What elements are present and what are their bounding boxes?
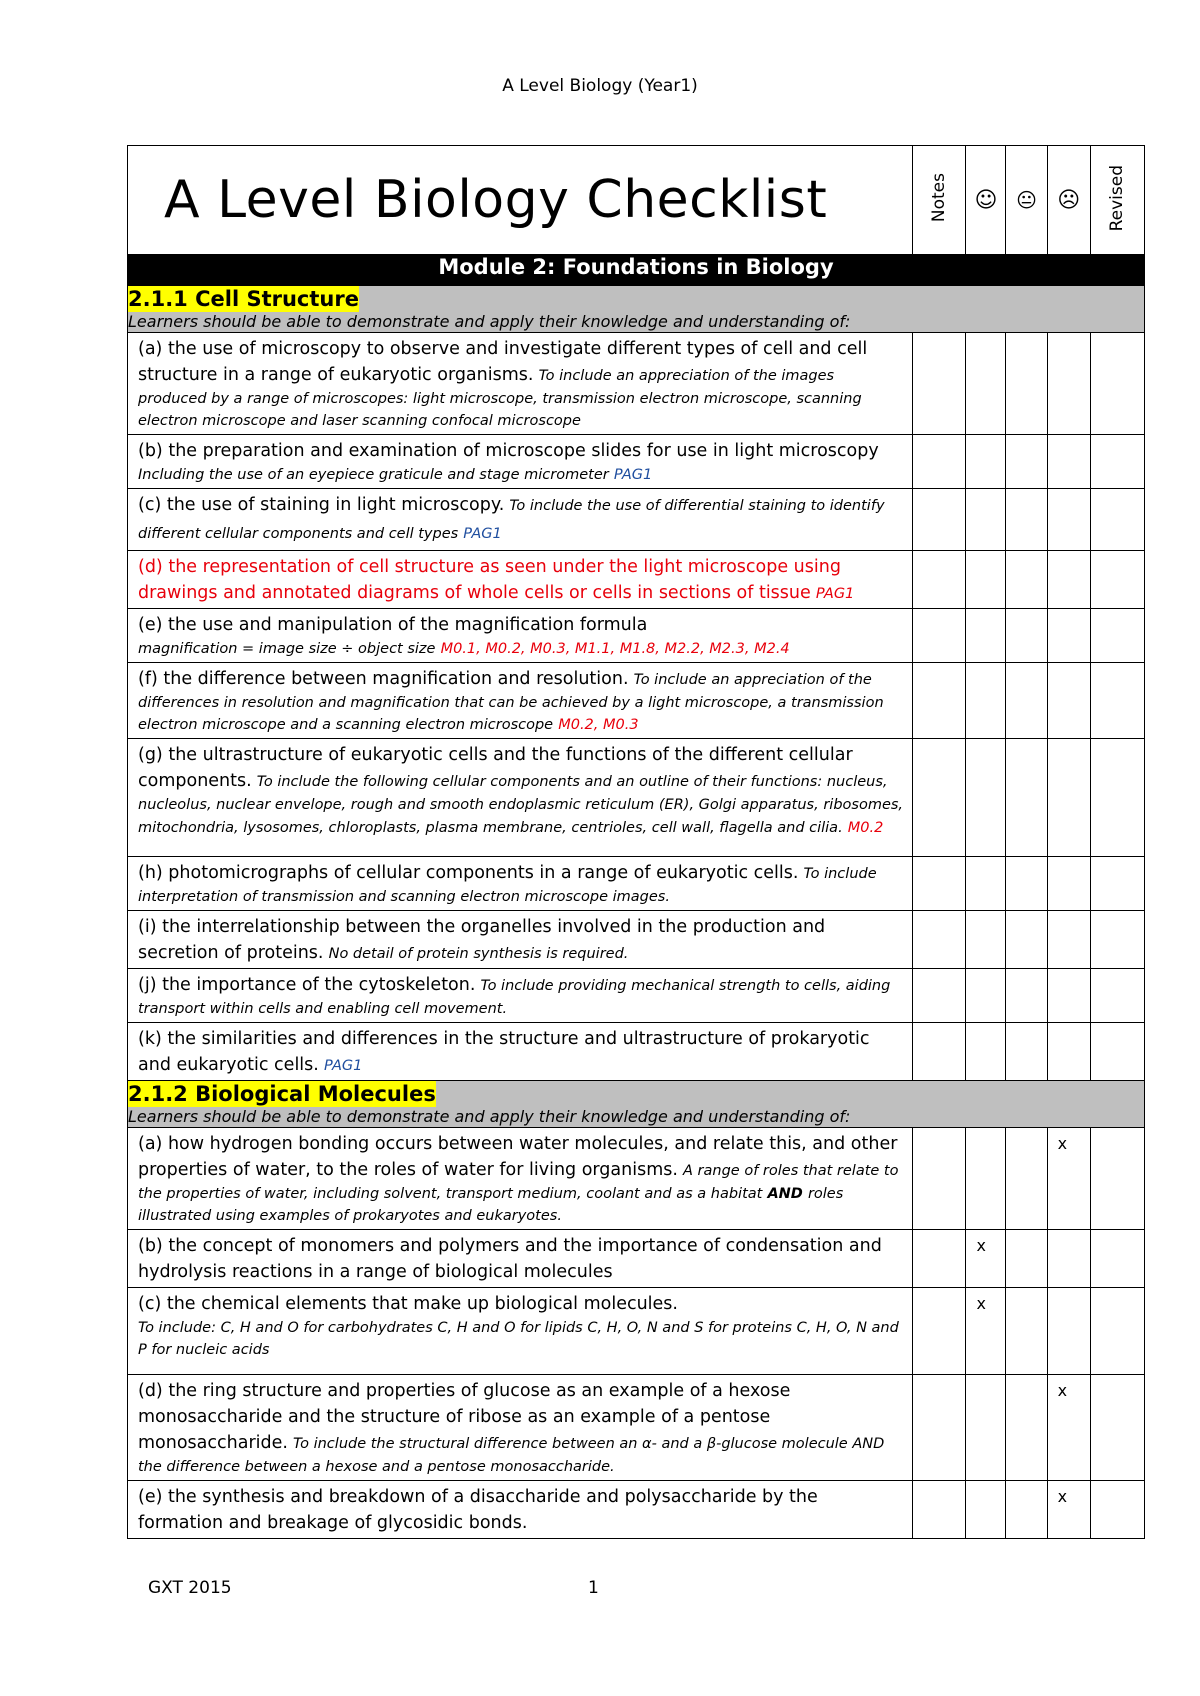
sad-cell[interactable] <box>1047 609 1090 663</box>
checklist-row <box>128 609 1145 663</box>
neutral-cell[interactable] <box>1006 1375 1047 1481</box>
neutral-cell[interactable] <box>1006 1128 1047 1230</box>
happy-cell[interactable] <box>966 911 1006 969</box>
happy-face-icon: ☺ <box>966 146 1006 255</box>
happy-cell[interactable] <box>966 333 1006 435</box>
sad-cell[interactable] <box>1047 739 1090 857</box>
notes-cell[interactable] <box>913 333 966 435</box>
item-text: (d) the representation of cell structure as seen under the light microscope using drawings and annotated diagrams of whole cells or cells in sections of tissue <box>138 557 841 603</box>
revised-cell[interactable] <box>1090 911 1144 969</box>
notes-cell[interactable] <box>913 911 966 969</box>
item-text: (g) the ultrastructure of eukaryotic cells and the functions of the different cellular components. <box>138 745 853 791</box>
item-note: roles illustrated using examples of prokaryotes and eukaryotes. <box>138 1186 844 1224</box>
revised-cell[interactable] <box>1090 1288 1144 1375</box>
checklist-row <box>128 1023 1145 1081</box>
section-header-row <box>128 286 1145 333</box>
page-header: A Level Biology (Year1) <box>502 76 698 96</box>
checklist-row <box>128 739 1145 857</box>
notes-cell[interactable] <box>913 435 966 489</box>
item-text: (i) the interrelationship between the organelles involved in the production and secretion of proteins. <box>138 917 826 963</box>
item-note: To include: C, H and O for carbohydrates C, H and O for lipids C, H, O, N and S for proteins C, H, O, N and P for nucleic acids <box>138 1320 899 1358</box>
revised-cell[interactable] <box>1090 663 1144 739</box>
sad-cell[interactable] <box>1047 857 1090 911</box>
revised-cell[interactable] <box>1090 1481 1144 1539</box>
checklist-row <box>128 489 1145 551</box>
neutral-cell[interactable] <box>1006 551 1047 609</box>
happy-cell[interactable] <box>966 1023 1006 1081</box>
revised-cell[interactable] <box>1090 1375 1144 1481</box>
happy-cell[interactable] <box>966 609 1006 663</box>
checklist-table <box>127 145 1145 1539</box>
happy-cell[interactable]: x <box>966 1230 1006 1288</box>
title-cell <box>128 146 913 255</box>
section-title: 2.1.1 Cell Structure <box>128 287 359 311</box>
happy-cell[interactable] <box>966 663 1006 739</box>
sad-cell[interactable] <box>1047 333 1090 435</box>
item-tag: M0.2, M0.3 <box>558 717 639 733</box>
item-tag: PAG1 <box>463 526 502 542</box>
happy-cell[interactable] <box>966 739 1006 857</box>
notes-cell[interactable] <box>913 663 966 739</box>
neutral-cell[interactable] <box>1006 333 1047 435</box>
sad-cell[interactable] <box>1047 663 1090 739</box>
item-note: To include interpretation of transmission and scanning electron microscope images. <box>138 866 877 905</box>
revised-cell[interactable] <box>1090 739 1144 857</box>
checklist-row <box>128 663 1145 739</box>
notes-cell[interactable] <box>913 1288 966 1375</box>
revised-column-header: Revised <box>1090 146 1144 255</box>
checklist-row <box>128 1375 1145 1481</box>
neutral-cell[interactable] <box>1006 1230 1047 1288</box>
neutral-cell[interactable] <box>1006 857 1047 911</box>
item-note: To include the structural difference between an α- and a β-glucose molecule AND the difference between a hexose and a pentose monosaccharide. <box>138 1436 885 1475</box>
sad-face-icon: ☹ <box>1047 146 1090 255</box>
item-note: To include the use of differential staining to identify different cellular components and cell types <box>138 498 885 542</box>
sad-cell[interactable] <box>1047 435 1090 489</box>
checklist-row <box>128 1481 1145 1539</box>
sad-cell[interactable]: x <box>1047 1481 1090 1539</box>
checklist-row <box>128 1288 1145 1375</box>
sad-cell[interactable]: x <box>1047 1375 1090 1481</box>
checklist-row <box>128 857 1145 911</box>
notes-cell[interactable] <box>913 1023 966 1081</box>
sad-cell[interactable] <box>1047 489 1090 551</box>
item-note-emphasis: AND <box>767 1186 803 1202</box>
item-tag: PAG1 <box>323 1058 363 1074</box>
checklist-row <box>128 333 1145 435</box>
item-text: (k) the similarities and differences in the structure and ultrastructure of prokaryotic and eukaryotic cells. <box>138 1029 870 1075</box>
item-note: To include an appreciation of the images produced by a range of microscopes: light microscope, transmission electron microscope, scanning electron microscope and laser scanning confocal microscope <box>138 368 862 429</box>
happy-cell[interactable] <box>966 489 1006 551</box>
notes-cell[interactable] <box>913 1375 966 1481</box>
item-note: magnification = image size ÷ object size <box>138 641 436 657</box>
happy-cell[interactable] <box>966 1375 1006 1481</box>
happy-cell[interactable] <box>966 435 1006 489</box>
sad-cell[interactable] <box>1047 1230 1090 1288</box>
item-text: (b) the preparation and examination of microscope slides for use in light microscopy <box>138 441 879 461</box>
item-note: Including the use of an eyepiece graticule and stage micrometer <box>138 467 609 483</box>
checklist-row <box>128 969 1145 1023</box>
item-tag: PAG1 <box>613 467 653 483</box>
neutral-cell[interactable] <box>1006 609 1047 663</box>
notes-cell[interactable] <box>913 857 966 911</box>
neutral-cell[interactable] <box>1006 1288 1047 1375</box>
item-tag: M0.2 <box>847 820 884 836</box>
revised-cell[interactable] <box>1090 1023 1144 1081</box>
happy-cell[interactable] <box>966 1481 1006 1539</box>
section-subtitle: Learners should be able to demonstrate and apply their knowledge and understanding of: <box>128 312 851 331</box>
neutral-cell[interactable] <box>1006 1023 1047 1081</box>
notes-cell[interactable] <box>913 551 966 609</box>
revised-cell[interactable] <box>1090 551 1144 609</box>
happy-cell[interactable] <box>966 857 1006 911</box>
module-title: Module 2: Foundations in Biology <box>128 255 1145 286</box>
happy-cell[interactable]: x <box>966 1288 1006 1375</box>
item-text: (a) the use of microscopy to observe and investigate different types of cell and cell structure in a range of eukaryotic organisms. <box>138 339 868 385</box>
sad-cell[interactable] <box>1047 1023 1090 1081</box>
section-subtitle: Learners should be able to demonstrate and apply their knowledge and understanding of: <box>128 1107 851 1126</box>
revised-cell[interactable] <box>1090 1128 1144 1230</box>
notes-cell[interactable] <box>913 1230 966 1288</box>
revised-cell[interactable] <box>1090 609 1144 663</box>
item-text: (e) the use and manipulation of the magnification formula <box>138 615 648 635</box>
footer-left: GXT 2015 <box>148 1578 232 1598</box>
neutral-cell[interactable] <box>1006 1481 1047 1539</box>
item-note: To include providing mechanical strength to cells, aiding transport within cells and enabling cell movement. <box>138 978 891 1017</box>
revised-cell[interactable] <box>1090 333 1144 435</box>
item-text: (e) the synthesis and breakdown of a disaccharide and polysaccharide by the formation and breakage of glycosidic bonds. <box>138 1487 818 1533</box>
item-text: (c) the use of staining in light microscopy. <box>138 495 505 515</box>
neutral-cell[interactable] <box>1006 435 1047 489</box>
item-note: A range of roles that relate to the properties of water, including solvent, transport medium, coolant and as a habitat <box>138 1163 899 1202</box>
checklist-row <box>128 1230 1145 1288</box>
notes-column-header: Notes <box>913 146 966 255</box>
notes-cell[interactable] <box>913 739 966 857</box>
item-text: (h) photomicrographs of cellular components in a range of eukaryotic cells. <box>138 863 799 883</box>
item-text: (f) the difference between magnification and resolution. <box>138 669 629 689</box>
title-row <box>128 146 1145 255</box>
checklist-row <box>128 911 1145 969</box>
neutral-cell[interactable] <box>1006 969 1047 1023</box>
item-tag: PAG1 <box>815 586 855 602</box>
item-text: (a) how hydrogen bonding occurs between water molecules, and relate this, and other properties of water, to the roles of water for living organisms. <box>138 1134 898 1180</box>
notes-cell[interactable] <box>913 1128 966 1230</box>
sad-cell[interactable] <box>1047 1288 1090 1375</box>
item-note: To include the following cellular components and an outline of their functions: nucleus, nucleolus, nuclear envelope, rough and smooth endoplasmic reticulum (ER), Golgi apparatus, ribosomes, mitochondria, lysosomes, chloroplasts, plasma membrane, centrioles, cell wall, flagella and cilia. <box>138 774 904 836</box>
section-title: 2.1.2 Biological Molecules <box>128 1082 436 1106</box>
neutral-cell[interactable] <box>1006 739 1047 857</box>
neutral-cell[interactable] <box>1006 489 1047 551</box>
checklist-title: A Level Biology Checklist <box>164 170 828 230</box>
happy-cell[interactable] <box>966 551 1006 609</box>
revised-cell[interactable] <box>1090 1230 1144 1288</box>
notes-cell[interactable] <box>913 489 966 551</box>
item-note: To include an appreciation of the differences in resolution and magnification that can be achieved by a light microscope, a transmission electron microscope and a scanning electron microscope <box>138 672 884 733</box>
neutral-cell[interactable] <box>1006 663 1047 739</box>
item-text: (b) the concept of monomers and polymers and the importance of condensation and hydrolysis reactions in a range of biological molecules <box>138 1236 882 1282</box>
sad-cell[interactable] <box>1047 969 1090 1023</box>
happy-cell[interactable] <box>966 969 1006 1023</box>
item-tag: M0.1, M0.2, M0.3, M1.1, M1.8, M2.2, M2.3, M2.4 <box>440 641 790 657</box>
neutral-face-icon: 😐 <box>1006 146 1047 255</box>
item-note: No detail of protein synthesis is required. <box>328 946 629 962</box>
revised-cell[interactable] <box>1090 857 1144 911</box>
notes-cell[interactable] <box>913 609 966 663</box>
section-header-row <box>128 1081 1145 1128</box>
page-number: 1 <box>588 1578 599 1598</box>
item-text: (j) the importance of the cytoskeleton. <box>138 975 476 995</box>
checklist-row <box>128 1128 1145 1230</box>
notes-cell[interactable] <box>913 1481 966 1539</box>
revised-cell[interactable] <box>1090 969 1144 1023</box>
sad-cell[interactable]: x <box>1047 1128 1090 1230</box>
neutral-cell[interactable] <box>1006 911 1047 969</box>
revised-cell[interactable] <box>1090 435 1144 489</box>
checklist-row <box>128 551 1145 609</box>
revised-cell[interactable] <box>1090 489 1144 551</box>
checklist-row <box>128 435 1145 489</box>
module-row <box>128 255 1145 286</box>
happy-cell[interactable] <box>966 1128 1006 1230</box>
sad-cell[interactable] <box>1047 551 1090 609</box>
notes-cell[interactable] <box>913 969 966 1023</box>
sad-cell[interactable] <box>1047 911 1090 969</box>
item-text: (c) the chemical elements that make up biological molecules. <box>138 1294 678 1314</box>
item-text: (d) the ring structure and properties of glucose as an example of a hexose monosaccharide and the structure of ribose as an example of a pentose monosaccharide. <box>138 1381 791 1453</box>
